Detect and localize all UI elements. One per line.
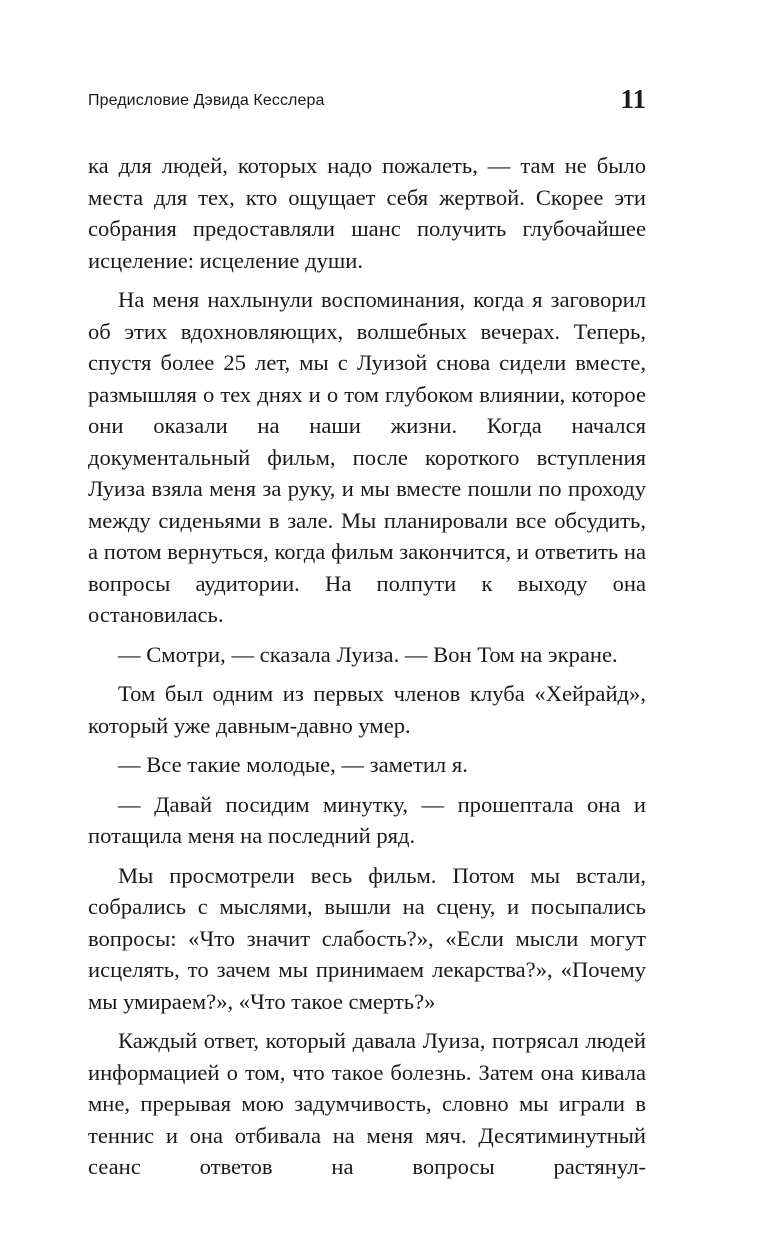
dialogue-line: — Все такие молодые, — заметил я.	[118, 752, 468, 777]
dialogue-line: — Смотри, — сказала Луиза. — Вон Том на экране.	[118, 641, 618, 667]
paragraph: Том был одним из первых членов клуба «Хейрайд», который уже давным-давно умер.	[88, 681, 646, 738]
paragraph: Мы просмотрели весь фильм. Потом мы встали, собрались с мыслями, вышли на сцену, и посыпались вопросы: «Что значит слабость?», «Если мысли могут исцелять, то зачем мы принимаем лекарства?», «Почему мы умираем?», «Что такое смерть?»	[88, 862, 646, 1014]
paragraph-continues: Каждый ответ, который давала Луиза, потрясал людей информацией о том, что такое болезнь. Затем она кивала мне, прерывая мою задумчивость, словно мы играли в теннис и она отбивала на меня мяч. Десятиминутный сеанс ответов на вопросы растянул-	[88, 1028, 646, 1179]
body-text	[88, 150, 646, 1191]
page-number: 11	[620, 84, 646, 114]
dialogue-line: — Давай посидим минутку, — прошептала она и потащила меня на последний ряд.	[88, 791, 646, 848]
paragraph: На меня нахлынули воспоминания, когда я заговорил об этих вдохновляющих, волшебных вечерах. Теперь, спустя более 25 лет, мы с Луизой снова сидели вместе, размышляя о тех днях и о том глубоком влиянии, которое они оказали на наши жизни. Когда начался документальный фильм, после короткого вступления Луиза взяла меня за руку, и мы вместе пошли по проходу между сиденьями в зале. Мы планировали все обсудить, а потом вернуться, когда фильм закончится, и ответить на вопросы аудитории. На полпути к выходу она остановилась.	[88, 287, 646, 627]
running-head-title: Предисловие Дэвида Кесслера	[88, 92, 325, 109]
paragraph-continued: ка для людей, которых надо пожалеть, — там не было места для тех, кто ощущает себя жертвой. Скорее эти собрания предоставляли шанс получить глубочайшее исцеление: исцеление души.	[88, 153, 646, 273]
